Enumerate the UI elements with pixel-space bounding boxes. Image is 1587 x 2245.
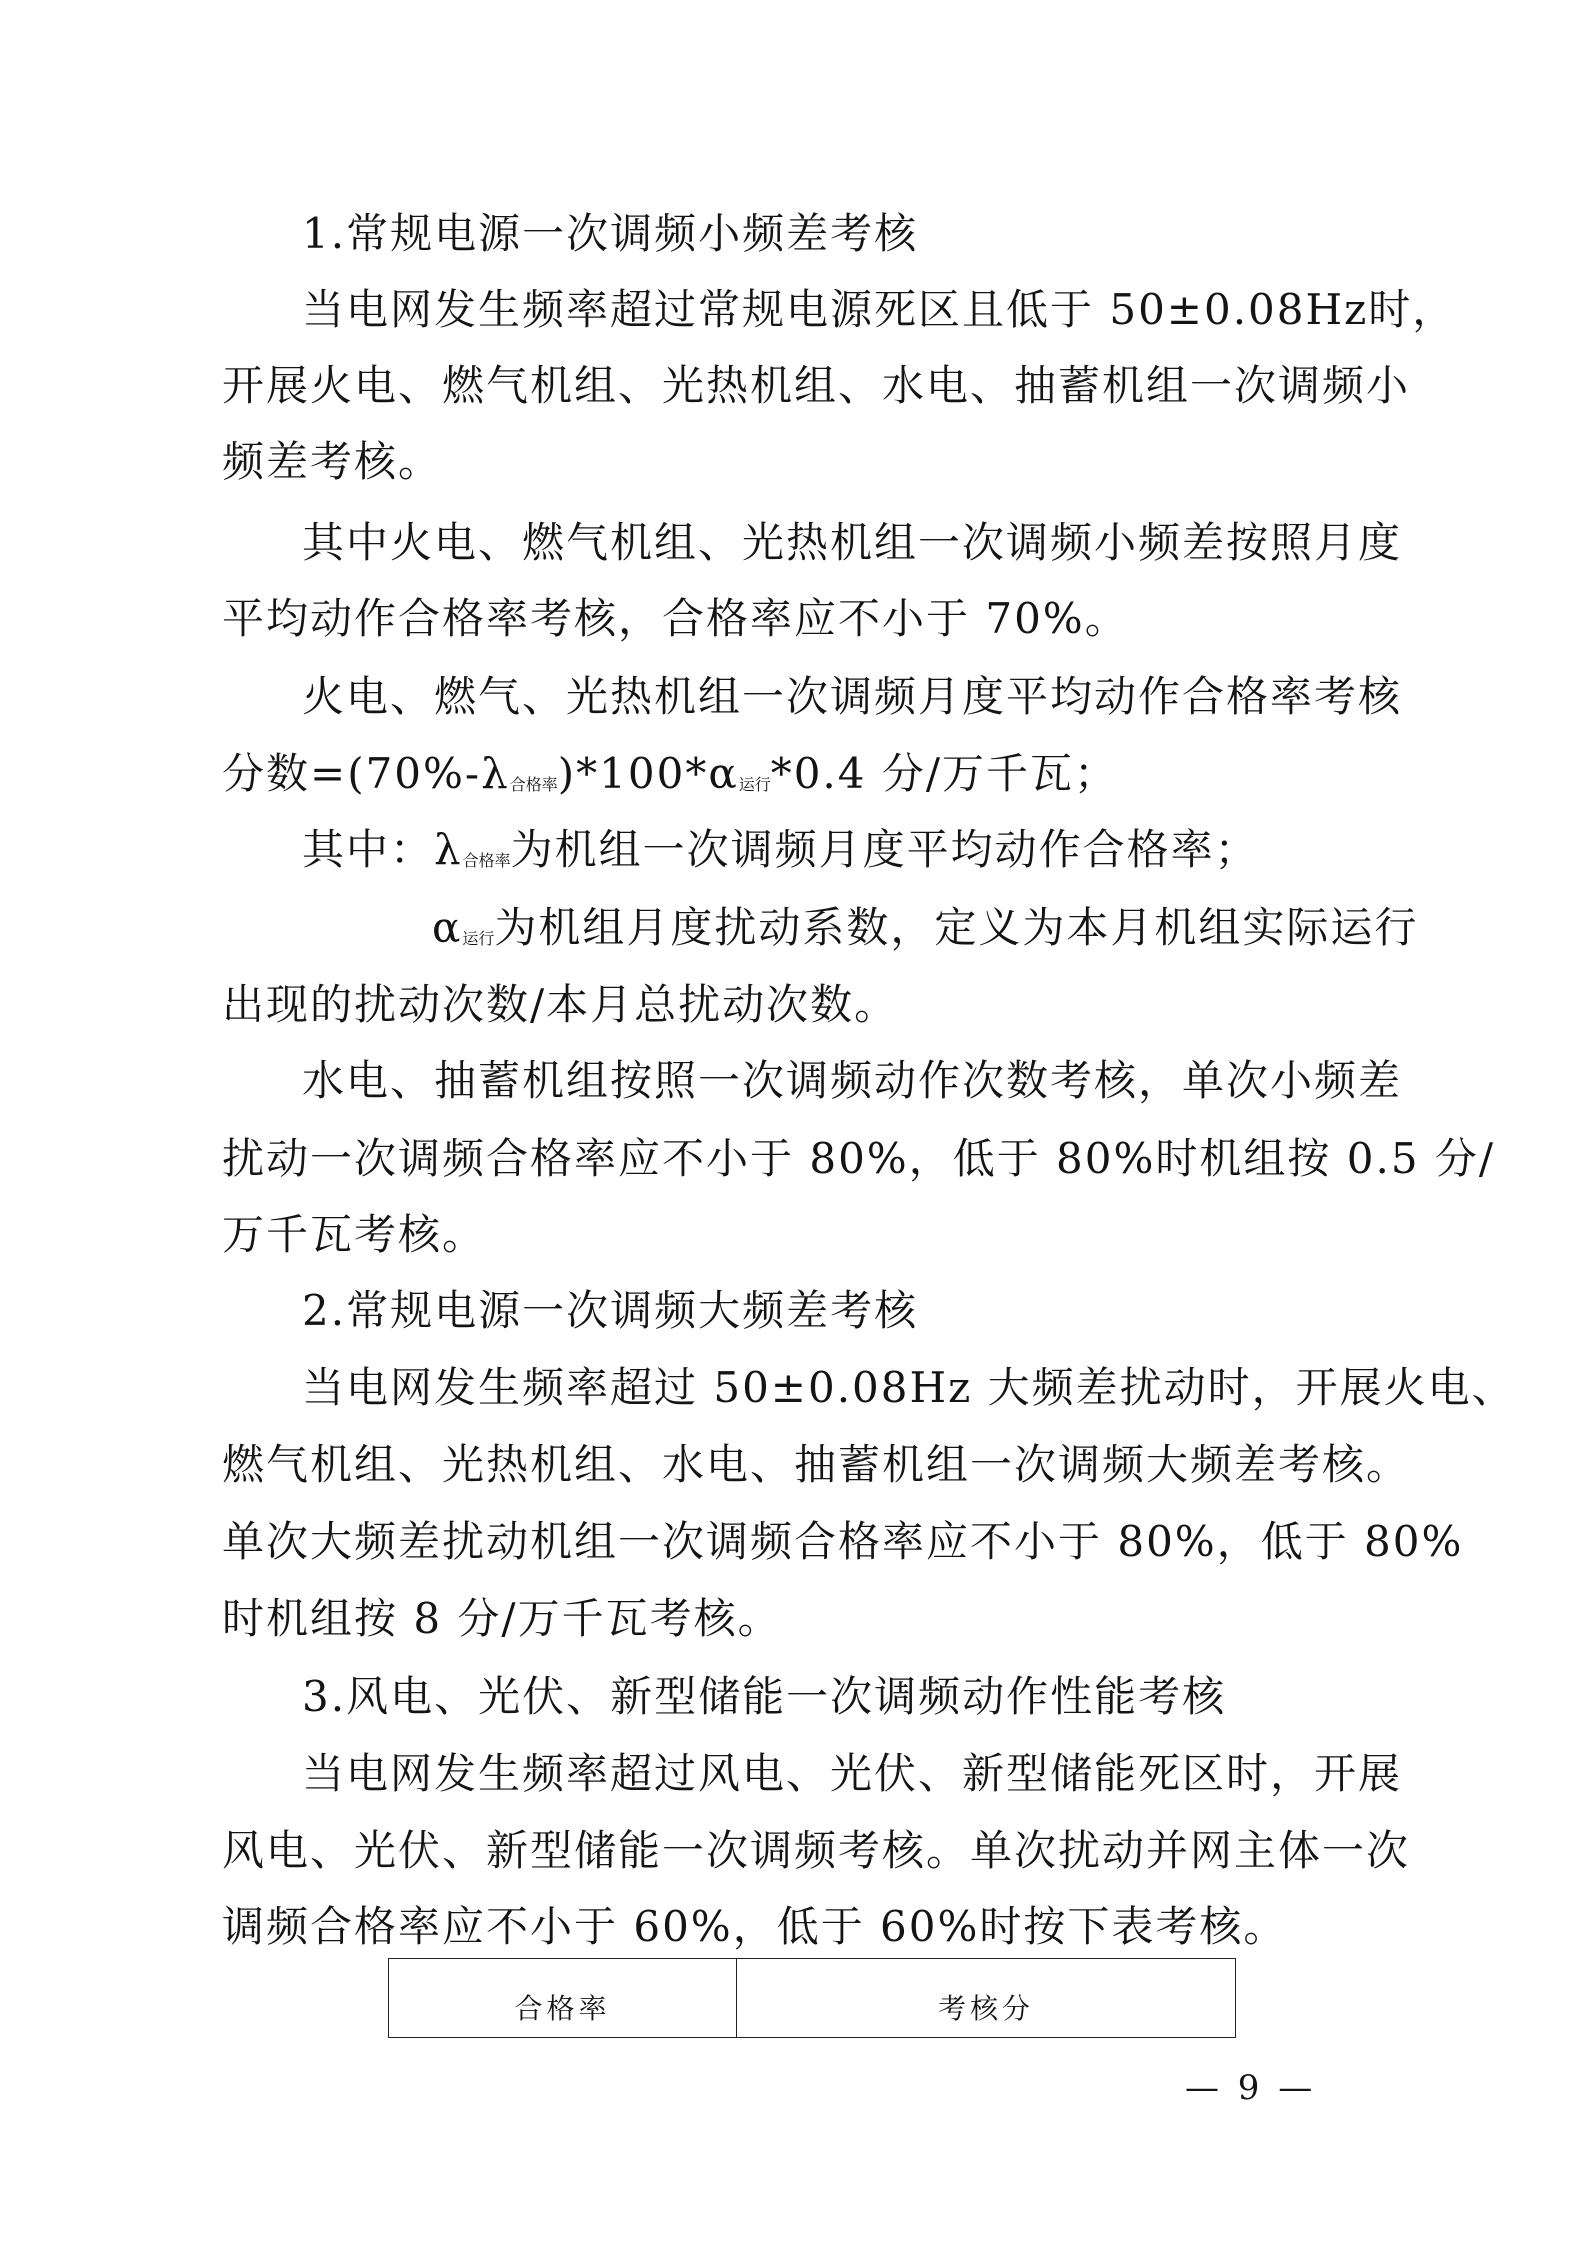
- page-number: — 9 —: [1185, 2068, 1317, 2108]
- formula-line: 分数=(70%-λ合格率)*100*α运行*0.4 分/万千瓦；: [222, 749, 1118, 798]
- paragraph-line: 燃气机组、光热机组、水电、抽蓄机组一次调频大频差考核。: [222, 1440, 1411, 1489]
- table-header-score: 考核分: [737, 1959, 1236, 2038]
- paragraph-line: 风电、光伏、新型储能一次调频考核。单次扰动并网主体一次: [222, 1826, 1411, 1875]
- assessment-table: [388, 1958, 1236, 2038]
- paragraph-line: 频差考核。: [222, 437, 443, 486]
- paragraph-line: 万千瓦考核。: [222, 1210, 487, 1259]
- paragraph-line: 水电、抽蓄机组按照一次调频动作次数考核，单次小频差: [302, 1056, 1403, 1105]
- paragraph-line: 单次大频差扰动机组一次调频合格率应不小于 80%，低于 80%: [222, 1517, 1464, 1566]
- paragraph-line: 开展火电、燃气机组、光热机组、水电、抽蓄机组一次调频小: [222, 361, 1411, 410]
- paragraph-line: 当电网发生频率超过常规电源死区且低于 50±0.08Hz时，: [302, 285, 1457, 334]
- section2-heading: 2.常规电源一次调频大频差考核: [302, 1286, 919, 1335]
- paragraph-line: 其中火电、燃气机组、光热机组一次调频小频差按照月度: [302, 518, 1403, 567]
- paragraph-line: 当电网发生频率超过风电、光伏、新型储能死区时，开展: [302, 1749, 1403, 1798]
- table-header-pass-rate: 合格率: [389, 1959, 737, 2038]
- paragraph-line: 时机组按 8 分/万千瓦考核。: [222, 1594, 782, 1643]
- section3-heading: 3.风电、光伏、新型储能一次调频动作性能考核: [302, 1672, 1227, 1721]
- definition-lambda: 其中：λ合格率为机组一次调频月度平均动作合格率；: [302, 825, 1259, 874]
- definition-alpha: α运行为机组月度扰动系数，定义为本月机组实际运行: [432, 903, 1419, 952]
- table-header-row: [389, 1959, 1236, 2038]
- paragraph-line: 当电网发生频率超过 50±0.08Hz 大频差扰动时，开展火电、: [302, 1363, 1516, 1412]
- paragraph-line: 平均动作合格率考核，合格率应不小于 70%。: [222, 594, 1129, 643]
- paragraph-line: 出现的扰动次数/本月总扰动次数。: [222, 980, 899, 1029]
- paragraph-line: 调频合格率应不小于 60%，低于 60%时按下表考核。: [222, 1902, 1288, 1951]
- paragraph-line: 火电、燃气、光热机组一次调频月度平均动作合格率考核: [302, 672, 1403, 721]
- section1-heading: 1.常规电源一次调频小频差考核: [302, 209, 919, 258]
- paragraph-line: 扰动一次调频合格率应不小于 80%，低于 80%时机组按 0.5 分/: [222, 1134, 1496, 1183]
